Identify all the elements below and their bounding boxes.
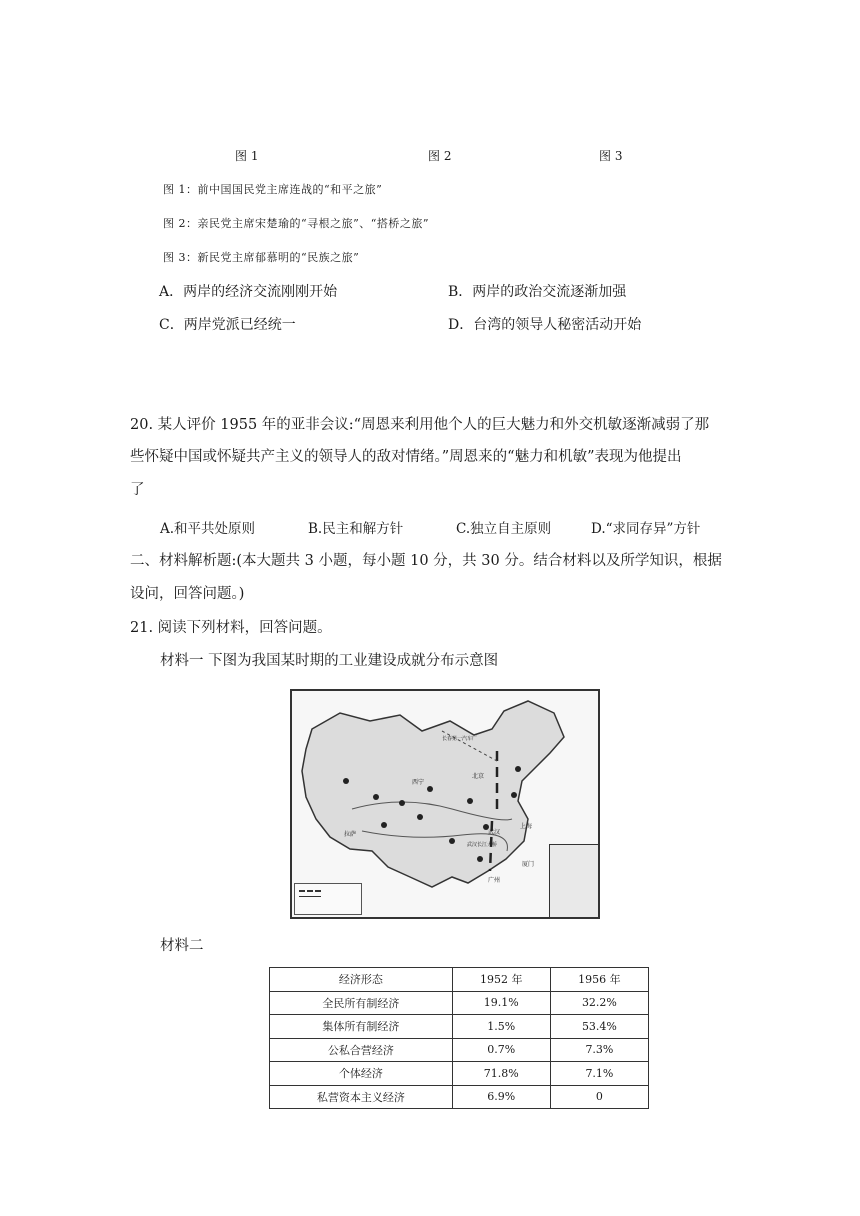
table-cell: 7.3% [550,1038,648,1062]
economy-table [269,967,649,1109]
q20-option-b: B.民主和解方针 [308,521,404,537]
q20-line-1: 20. 某人评价 1955 年的亚非会议:“周恩来利用他个人的巨大魅力和外交机敏逐渐减弱了那 [130,417,710,433]
table-header-cell: 1952 年 [452,968,550,992]
industrial-map-image [290,689,600,919]
table-row [270,1015,649,1039]
table-cell: 7.1% [550,1062,648,1086]
q19-option-c: C．两岸党派已经统一 [159,317,296,333]
map-label-shanghai: 上海 [520,823,533,830]
caption-figure-3: 图 3：新民党主席郁慕明的“民族之旅” [163,251,360,264]
map-label-bridge: 武汉长江大桥 [467,842,498,848]
figure-label-2: 图 2 [428,149,452,163]
map-inset-south-sea [549,844,598,917]
table-row [270,991,649,1015]
map-label-beijing: 北京 [472,773,485,780]
map-label-guangzhou: 广州 [488,877,501,884]
q20-option-d: D.“求同存异”方针 [591,521,701,537]
caption-figure-1: 图 1：前中国国民党主席连战的“和平之旅” [163,183,383,196]
q20-option-a: A.和平共处原则 [160,521,256,537]
table-cell: 私营资本主义经济 [270,1085,453,1109]
map-label-lasa: 拉萨 [344,831,357,838]
table-row [270,1062,649,1086]
table-cell: 0.7% [452,1038,550,1062]
map-label-xining: 西宁 [412,779,425,786]
q19-option-d: D．台湾的领导人秘密活动开始 [448,317,642,333]
table-cell: 19.1% [452,991,550,1015]
q21-title: 21. 阅读下列材料，回答问题。 [130,620,332,636]
table-cell: 71.8% [452,1062,550,1086]
q20-option-c: C.独立自主原则 [456,521,552,537]
map-label-wuhan: 武汉 [488,829,501,836]
table-row [270,1085,649,1109]
table-cell: 53.4% [550,1015,648,1039]
table-cell: 公私合营经济 [270,1038,453,1062]
map-legend [294,883,362,915]
table-header-cell: 1956 年 [550,968,648,992]
table-cell: 个体经济 [270,1062,453,1086]
table-cell: 全民所有制经济 [270,991,453,1015]
figure-label-1: 图 1 [235,149,259,163]
table-cell: 集体所有制经济 [270,1015,453,1039]
table-cell: 1.5% [452,1015,550,1039]
figure-label-3: 图 3 [599,149,623,163]
table-cell: 32.2% [550,991,648,1015]
caption-figure-2: 图 2：亲民党主席宋楚瑜的“寻根之旅”、“搭桥之旅” [163,217,429,230]
table-row [270,1038,649,1062]
q19-option-a: A．两岸的经济交流刚刚开始 [159,284,338,300]
section-2-heading-line-2: 设问，回答问题。) [130,586,245,602]
table-cell: 0 [550,1085,648,1109]
q19-option-b: B．两岸的政治交流逐渐加强 [448,284,627,300]
table-header-cell: 经济形态 [270,968,453,992]
q20-line-2: 些怀疑中国或怀疑共产主义的领导人的敌对情绪。”周恩来的“魅力和机敏”表现为他提出 [130,449,682,465]
table-header-row [270,968,649,992]
q21-material-1-label: 材料一 下图为我国某时期的工业建设成就分布示意图 [160,653,499,669]
q21-material-2-label: 材料二 [160,938,204,954]
q20-line-3: 了 [130,482,145,498]
map-label-changchun: 长春第一汽车厂 [442,736,478,742]
map-label-xiamen: 厦门 [522,861,535,868]
table-cell: 6.9% [452,1085,550,1109]
section-2-heading-line-1: 二、材料解析题:(本大题共 3 小题，每小题 10 分，共 30 分。结合材料以及所学知识，根据 [130,553,722,569]
